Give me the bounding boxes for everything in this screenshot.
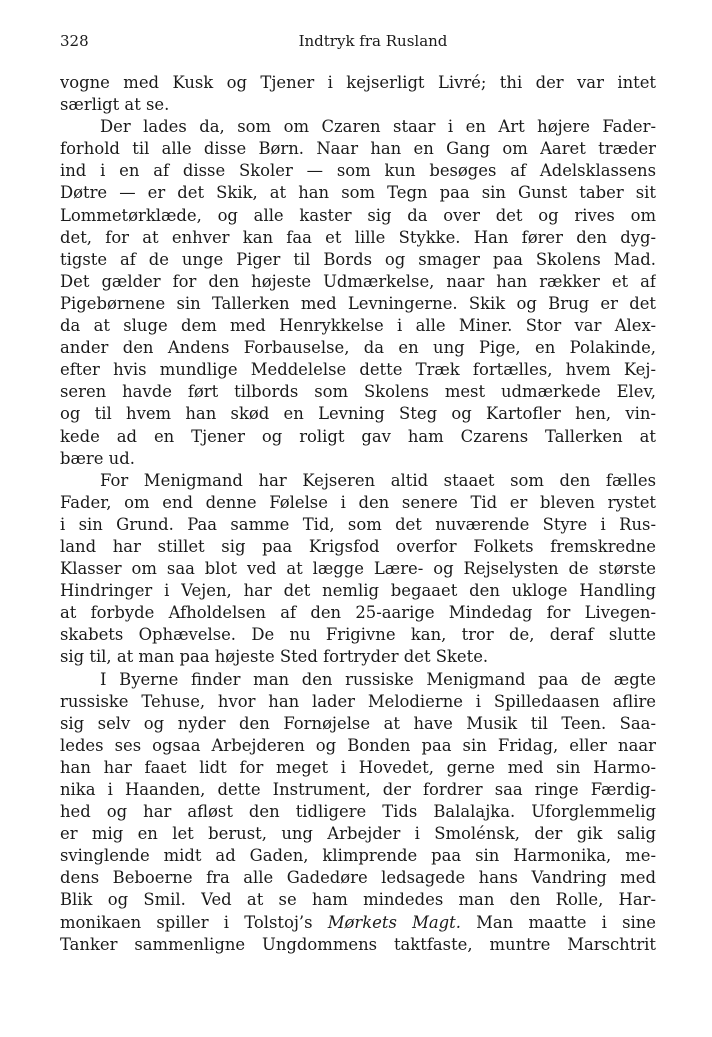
text-line: er mig en let berust, ung Arbejder i Smolénsk, der gik salig — [60, 824, 656, 844]
text-line: Pigebørnene sin Tallerken med Levningerne. Skik og Brug er det — [60, 293, 656, 313]
text-line: ledes ses ogsaa Arbejderen og Bonden paa sin Fridag, eller naar — [60, 735, 656, 755]
text-line: svinglende midt ad Gaden, klimprende paa sin Harmonika, me- — [60, 846, 656, 866]
body-text — [60, 72, 656, 956]
text-line: ind i en af disse Skoler — som kun besøges af Adelsklassens — [60, 161, 656, 181]
text-line: Fader, om end denne Følelse i den senere Tid er bleven rystet — [60, 492, 656, 512]
text-line: da at sluge dem med Henrykkelse i alle Miner. Stor var Alex- — [60, 316, 656, 336]
text-line: i sin Grund. Paa samme Tid, som det nuværende Styre i Rus- — [60, 514, 656, 534]
text-line: Døtre — er det Skik, at han som Tegn paa sin Gunst taber sit — [60, 183, 656, 203]
text-line: hed og har afløst den tidligere Tids Balalajka. Uforglemmelig — [60, 802, 656, 822]
text-line: Hindringer i Vejen, har det nemlig begaaet den ukloge Handling — [60, 581, 656, 601]
text-line: og til hvem han skød en Levning Steg og Kartofler hen, vin- — [60, 404, 656, 424]
text-line: efter hvis mundlige Meddelelse dette Træk fortælles, hvem Kej- — [60, 360, 656, 380]
text-line: kede ad en Tjener og roligt gav ham Czarens Tallerken at — [60, 426, 656, 446]
text-line: dens Beboerne fra alle Gadedøre ledsagede hans Vandring med — [60, 868, 656, 888]
text-line: Tanker sammenligne Ungdommens taktfaste, muntre Marschtrit — [60, 934, 656, 954]
text-line: særligt at se. — [60, 95, 170, 115]
text-line: vogne med Kusk og Tjener i kejserligt Livré; thi der var intet — [60, 73, 656, 92]
text-line: Lommetørklæde, og alle kaster sig da over det og rives om — [60, 205, 656, 225]
line-text-before: monikaen spiller i Tolstoj’s — [60, 912, 328, 932]
text-line: land har stillet sig paa Krigsfod overfor Folkets fremskredne — [60, 536, 656, 556]
text-line: russiske Tehuse, hvor han lader Melodierne i Spilledaasen aflire — [60, 691, 656, 711]
text-line: Klasser om saa blot ved at lægge Lære- og Rejselysten de største — [60, 559, 656, 579]
text-line: at forbyde Afholdelsen af den 25-aarige Mindedag for Livegen- — [60, 603, 656, 623]
paragraph-start-line: I Byerne finder man den russiske Menigmand paa de ægte — [100, 669, 656, 689]
text-line: Blik og Smil. Ved at se ham mindedes man den Rolle, Har- — [60, 890, 656, 910]
page-number: 328 — [60, 32, 89, 50]
page-header — [60, 32, 656, 54]
paragraph-start-line: Der lades da, som om Czaren staar i en Art højere Fader- — [100, 117, 656, 137]
italic-work-title: Mørkets Magt. — [327, 912, 461, 932]
text-line-with-title — [60, 912, 656, 934]
text-line: tigste af de unge Piger til Bords og smager paa Skolens Mad. — [60, 249, 656, 269]
text-line: forhold til alle disse Børn. Naar han en Gang om Aaret træder — [60, 139, 656, 159]
text-line: ander den Andens Forbauselse, da en ung Pige, en Polakinde, — [60, 338, 656, 358]
line-text-after: Man maatte i sine — [460, 912, 656, 932]
text-line: nika i Haanden, dette Instrument, der fordrer saa ringe Færdig- — [60, 780, 656, 799]
text-line: det, for at enhver kan faa et lille Stykke. Han fører den dyg- — [60, 227, 656, 247]
text-line: skabets Ophævelse. De nu Frigivne kan, tror de, deraf slutte — [60, 625, 656, 645]
running-title: Indtryk fra Rusland — [298, 32, 448, 50]
text-line: sig selv og nyder den Fornøjelse at have Musik til Teen. Saa- — [60, 713, 656, 733]
text-line: sig til, at man paa højeste Sted fortryder det Skete. — [60, 647, 489, 667]
paragraph-start-line: For Menigmand har Kejseren altid staaet som den fælles — [100, 470, 656, 490]
text-line: Det gælder for den højeste Udmærkelse, naar han rækker et af — [60, 271, 656, 291]
text-line: han har faaet lidt for meget i Hovedet, gerne med sin Harmo- — [60, 757, 656, 777]
text-line: seren havde ført tilbords som Skolens mest udmærkede Elev, — [60, 382, 656, 402]
text-line: bære ud. — [60, 448, 135, 468]
